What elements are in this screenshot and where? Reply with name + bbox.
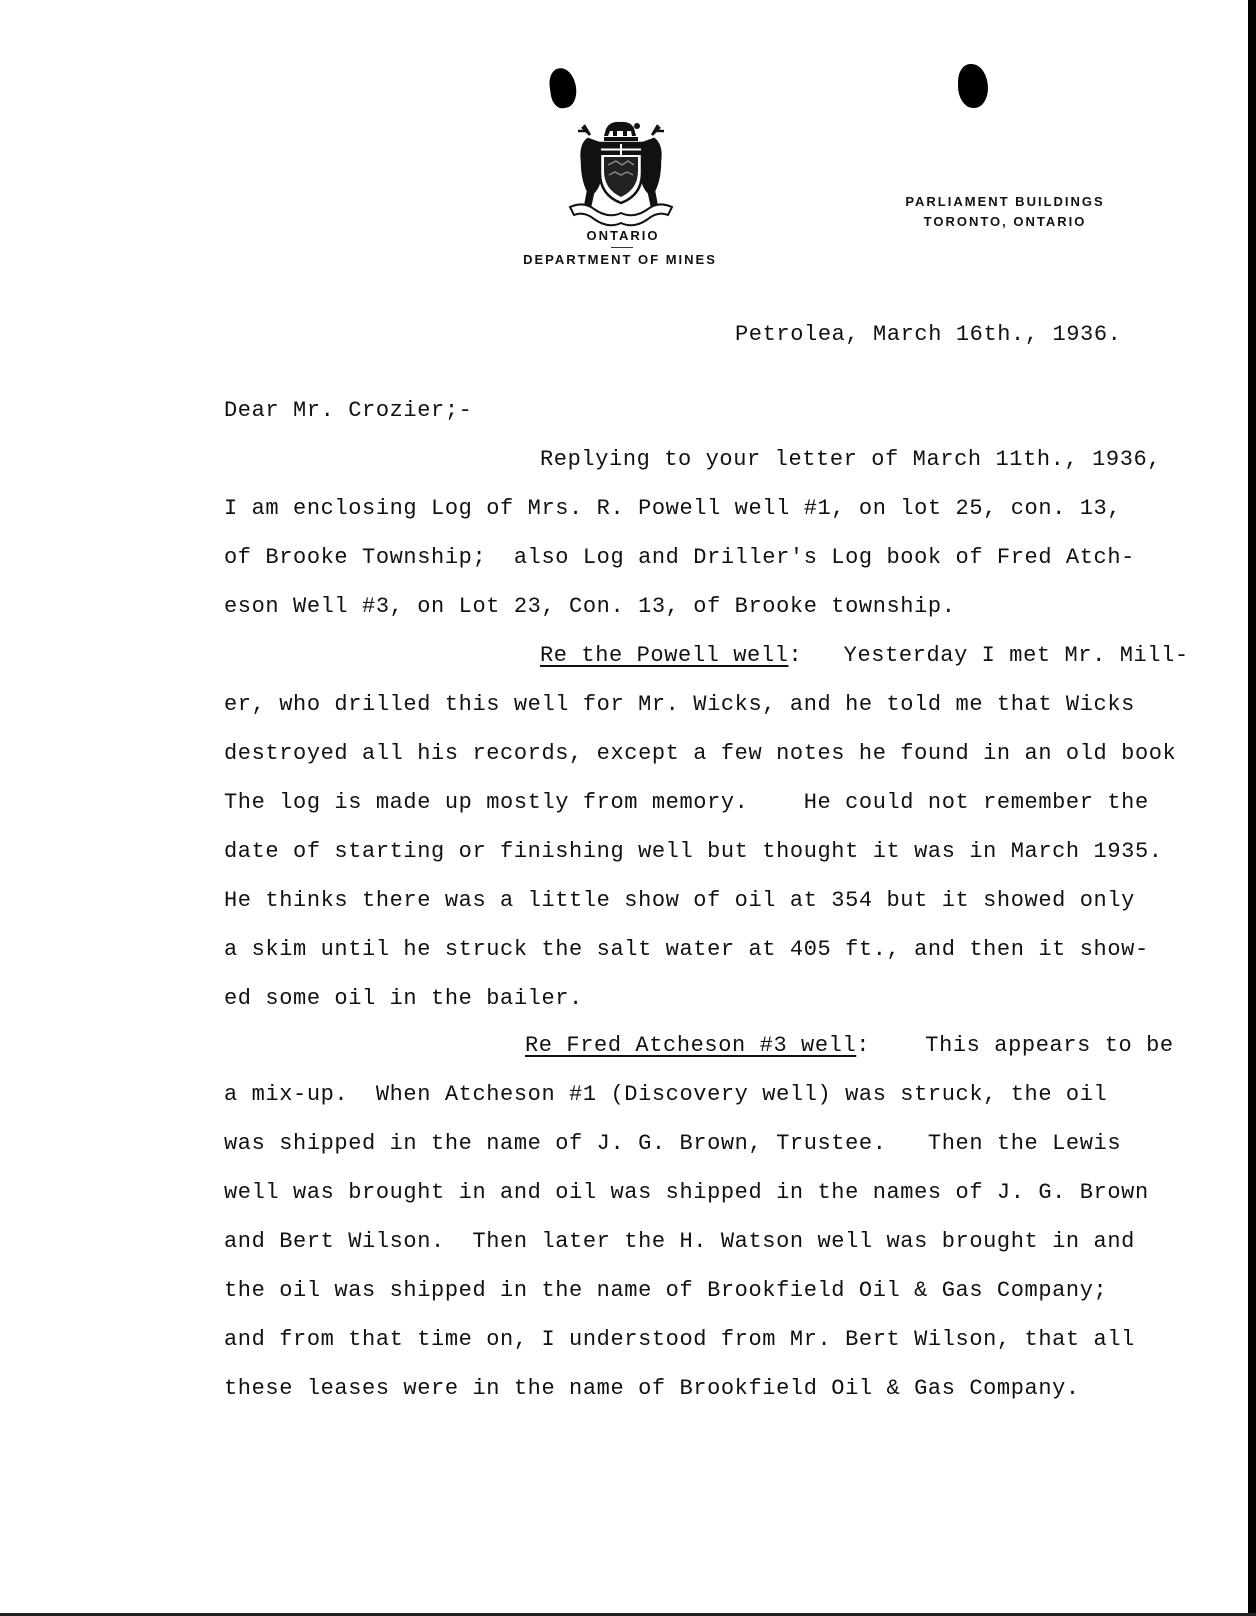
paragraph-2-first-text: : Yesterday I met Mr. Mill- <box>788 643 1189 668</box>
paragraph-1-line: Replying to your letter of March 11th., 1936, <box>540 447 1162 472</box>
paragraph-3-line: was shipped in the name of J. G. Brown, Trustee. Then the Lewis <box>224 1131 1122 1156</box>
salutation: Dear Mr. Crozier;- <box>224 398 473 423</box>
paragraph-3-line: these leases were in the name of Brookfield Oil & Gas Company. <box>224 1376 1080 1401</box>
paragraph-2-line: destroyed all his records, except a few notes he found in an old book <box>224 741 1177 766</box>
paragraph-2-line: He thinks there was a little show of oil at 354 but it showed only <box>224 888 1135 913</box>
letterhead-department: DEPARTMENT OF MINES <box>523 252 717 267</box>
paragraph-2-heading: Re the Powell well <box>540 643 789 668</box>
paragraph-2-line: er, who drilled this well for Mr. Wicks, and he told me that Wicks <box>224 692 1135 717</box>
paragraph-3-first-line <box>525 1033 1174 1059</box>
letterhead-ontario: ONTARIO <box>586 228 660 243</box>
paragraph-3-line: a mix-up. When Atcheson #1 (Discovery well) was struck, the oil <box>224 1082 1108 1107</box>
letterhead-address-line-2: TORONTO, ONTARIO <box>923 214 1087 229</box>
paragraph-3-line: and Bert Wilson. Then later the H. Watson well was brought in and <box>224 1229 1135 1254</box>
letterhead-rule <box>611 247 633 248</box>
paragraph-1-line: eson Well #3, on Lot 23, Con. 13, of Brooke township. <box>224 594 956 619</box>
paragraph-3-line: the oil was shipped in the name of Brookfield Oil & Gas Company; <box>224 1278 1108 1303</box>
paragraph-2-line: ed some oil in the bailer. <box>224 986 583 1011</box>
paragraph-3-line: well was brought in and oil was shipped in the names of J. G. Brown <box>224 1180 1149 1205</box>
paragraph-3-line: and from that time on, I understood from Mr. Bert Wilson, that all <box>224 1327 1135 1352</box>
place-date: Petrolea, March 16th., 1936. <box>735 322 1122 347</box>
punch-hole-left <box>547 66 578 109</box>
letterhead-address-line-1: PARLIAMENT BUILDINGS <box>905 194 1105 209</box>
ontario-coat-of-arms-icon <box>560 115 680 227</box>
punch-hole-right <box>958 64 988 108</box>
paragraph-2-line: a skim until he struck the salt water at 405 ft., and then it show- <box>224 937 1149 962</box>
paragraph-1-line: of Brooke Township; also Log and Driller's Log book of Fred Atch- <box>224 545 1135 570</box>
paragraph-2-first-line <box>540 643 1189 669</box>
paragraph-3-heading: Re Fred Atcheson #3 well <box>525 1033 857 1058</box>
paragraph-2-line: date of starting or finishing well but thought it was in March 1935. <box>224 839 1163 864</box>
paragraph-3-first-text: : This appears to be <box>856 1033 1174 1058</box>
scan-edge-right <box>1248 0 1256 1616</box>
paragraph-2-line: The log is made up mostly from memory. He could not remember the <box>224 790 1149 815</box>
paragraph-1-line: I am enclosing Log of Mrs. R. Powell well #1, on lot 25, con. 13, <box>224 496 1122 521</box>
